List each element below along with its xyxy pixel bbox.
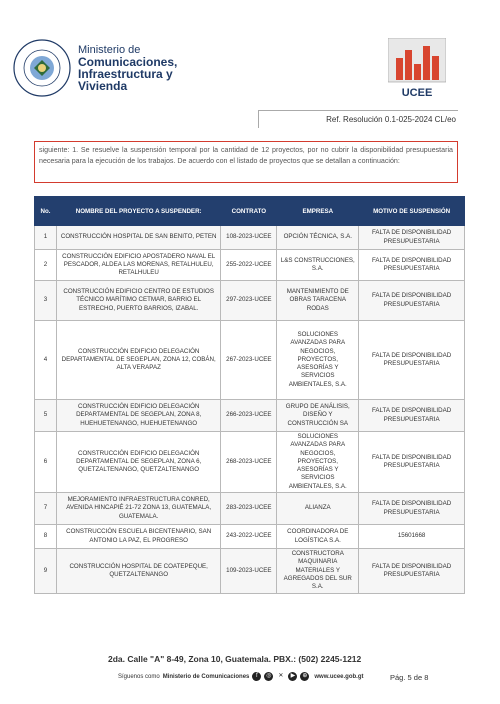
table-row — [35, 226, 465, 250]
row-reason: FALTA DE DISPONIBILIDAD PRESUPUESTARIA — [359, 281, 465, 321]
row-reason: FALTA DE DISPONIBILIDAD PRESUPUESTARIA — [359, 549, 465, 593]
row-company: OPCIÓN TÉCNICA, S.A. — [277, 226, 359, 250]
row-reason: FALTA DE DISPONIBILIDAD PRESUPUESTARIA — [359, 226, 465, 250]
row-reason: FALTA DE DISPONIBILIDAD PRESUPUESTARIA — [359, 400, 465, 432]
ministry-line-3: Infraestructura y — [78, 67, 173, 81]
col-header-project: NOMBRE DEL PROYECTO A SUSPENDER: — [56, 197, 220, 226]
row-contract: 109-2023-UCEE — [221, 549, 277, 593]
row-contract: 283-2023-UCEE — [221, 493, 277, 525]
row-project-name: CONSTRUCCIÓN EDIFICIO DELEGACIÓN DEPARTAMENTAL DE SEGEPLAN, ZONA 6, QUETZALTENANGO, QUETZALTENANGO — [56, 432, 220, 493]
globe-icon: ⊕ — [302, 673, 308, 679]
row-contract: 108-2023-UCEE — [221, 226, 277, 250]
row-contract: 243-2022-UCEE — [221, 525, 277, 549]
instagram-icon[interactable]: ◎ — [266, 673, 272, 679]
table-row — [35, 432, 465, 493]
page-number: Pág. 5 de 8 — [390, 673, 429, 682]
page-header — [0, 0, 500, 110]
row-company: MANTENIMIENTO DE OBRAS TARACENA RODAS — [277, 281, 359, 321]
row-company: GRUPO DE ANÁLISIS, DISEÑO Y CONSTRUCCIÓN SA — [277, 400, 359, 432]
row-contract: 268-2023-UCEE — [221, 432, 277, 493]
row-company: CONSTRUCTORA MAQUINARIA MATERIALES Y AGREGADOS DEL SUR S.A. — [277, 549, 359, 593]
row-project-name: MEJORAMIENTO INFRAESTRUCTURA CONRED, AVENIDA HINCAPIÉ 21-72 ZONA 13, GUATEMALA, GUATEMALA. — [56, 493, 220, 525]
table-row — [35, 549, 465, 593]
row-reason: 15601668 — [359, 525, 465, 549]
x-icon[interactable]: ✕ — [278, 673, 284, 679]
row-no: 5 — [35, 400, 57, 432]
table-row — [35, 493, 465, 525]
intro-paragraph: siguiente: 1. Se resuelve la suspensión temporal por la cantidad de 12 proyectos, por no cubrir la disponibilidad presupuestaria necesaria para la ejecución de los trabajos. De acuerdo con el listado de proyectos que se detallan a continuación: — [34, 141, 458, 183]
facebook-icon[interactable]: f — [252, 672, 261, 681]
table-header-row — [35, 197, 465, 226]
row-reason: FALTA DE DISPONIBILIDAD PRESUPUESTARIA — [359, 432, 465, 493]
row-company: COORDINADORA DE LOGÍSTICA S.A. — [277, 525, 359, 549]
table-row — [35, 281, 465, 321]
row-reason: FALTA DE DISPONIBILIDAD PRESUPUESTARIA — [359, 493, 465, 525]
follow-name: Ministerio de Comunicaciones — [162, 673, 250, 680]
row-company: L&S CONSTRUCCIONES, S.A. — [277, 250, 359, 281]
suspended-projects-table — [34, 196, 465, 594]
ministry-line-2: Comunicaciones, — [78, 55, 178, 69]
row-project-name: CONSTRUCCIÓN EDIFICIO DELEGACIÓN DEPARTAMENTAL DE SEGEPLAN, ZONA 12, COBÁN, ALTA VERAPAZ — [56, 321, 220, 400]
table-row — [35, 400, 465, 432]
table-row — [35, 321, 465, 400]
ministry-line-4: Vivienda — [78, 79, 128, 93]
row-company: ALIANZA — [277, 493, 359, 525]
row-no: 7 — [35, 493, 57, 525]
col-header-no: No. — [35, 197, 57, 226]
row-no: 3 — [35, 281, 57, 321]
row-contract: 266-2023-UCEE — [221, 400, 277, 432]
youtube-icon[interactable]: ▶ — [288, 672, 297, 681]
guatemala-seal-logo — [12, 38, 72, 98]
ucee-logo-text: UCEE — [401, 87, 433, 99]
row-project-name: CONSTRUCCIÓN HOSPITAL DE SAN BENITO, PETEN — [56, 226, 220, 250]
row-no: 1 — [35, 226, 57, 250]
table-row — [35, 525, 465, 549]
row-no: 4 — [35, 321, 57, 400]
row-no: 2 — [35, 250, 57, 281]
row-project-name: CONSTRUCCIÓN EDIFICIO CENTRO DE ESTUDIOS TÉCNICO MARÍTIMO CETMAR, BARRIO EL ESTRECHO, PUERTO BARRIOS, IZABAL. — [56, 281, 220, 321]
row-no: 9 — [35, 549, 57, 593]
ucee-logo — [388, 38, 446, 100]
ministry-name — [78, 44, 177, 92]
col-header-contract: CONTRATO — [221, 197, 277, 226]
row-no: 6 — [35, 432, 57, 493]
row-project-name: CONSTRUCCIÓN EDIFICIO DELEGACIÓN DEPARTAMENTAL DE SEGEPLAN, ZONA 8, HUEHUETENANGO, HUEHUETENANGO — [56, 400, 220, 432]
row-reason: FALTA DE DISPONIBILIDAD PRESUPUESTARIA — [359, 250, 465, 281]
table-row — [35, 250, 465, 281]
row-contract: 267-2023-UCEE — [221, 321, 277, 400]
row-contract: 255-2022-UCEE — [221, 250, 277, 281]
col-header-reason: MOTIVO DE SUSPENSIÓN — [359, 197, 465, 226]
row-project-name: CONSTRUCCIÓN EDIFICIO APOSTADERO NAVAL EL PESCADOR, ALDEA LAS MORENAS, RETALHULEU, RETALHULEU — [56, 250, 220, 281]
row-no: 8 — [35, 525, 57, 549]
website-link[interactable]: www.ucee.gob.gt — [314, 673, 364, 680]
col-header-company: EMPRESA — [277, 197, 359, 226]
row-company: SOLUCIONES AVANZADAS PARA NEGOCIOS, PROYECTOS, ASESORÍAS Y SERVICIOS AMBIENTALES, S.A. — [277, 432, 359, 493]
ministry-line-1: Ministerio de — [78, 44, 141, 56]
follow-prefix: Síguenos como — [118, 673, 160, 680]
row-project-name: CONSTRUCCIÓN HOSPITAL DE COATEPEQUE, QUETZALTENANGO — [56, 549, 220, 593]
row-contract: 297-2023-UCEE — [221, 281, 277, 321]
footer-address: 2da. Calle "A" 8-49, Zona 10, Guatemala. PBX.: (502) 2245-1212 — [108, 654, 362, 664]
row-reason: FALTA DE DISPONIBILIDAD PRESUPUESTARIA — [359, 321, 465, 400]
footer-social — [118, 672, 364, 681]
row-project-name: CONSTRUCCIÓN ESCUELA BICENTENARIO, SAN ANTONIO LA PAZ, EL PROGRESO — [56, 525, 220, 549]
row-company: SOLUCIONES AVANZADAS PARA NEGOCIOS, PROYECTOS, ASESORÍAS Y SERVICIOS AMBIENTALES, S.A. — [277, 321, 359, 400]
resolution-reference: Ref. Resolución 0.1-025-2024 CL/eo — [258, 110, 458, 128]
